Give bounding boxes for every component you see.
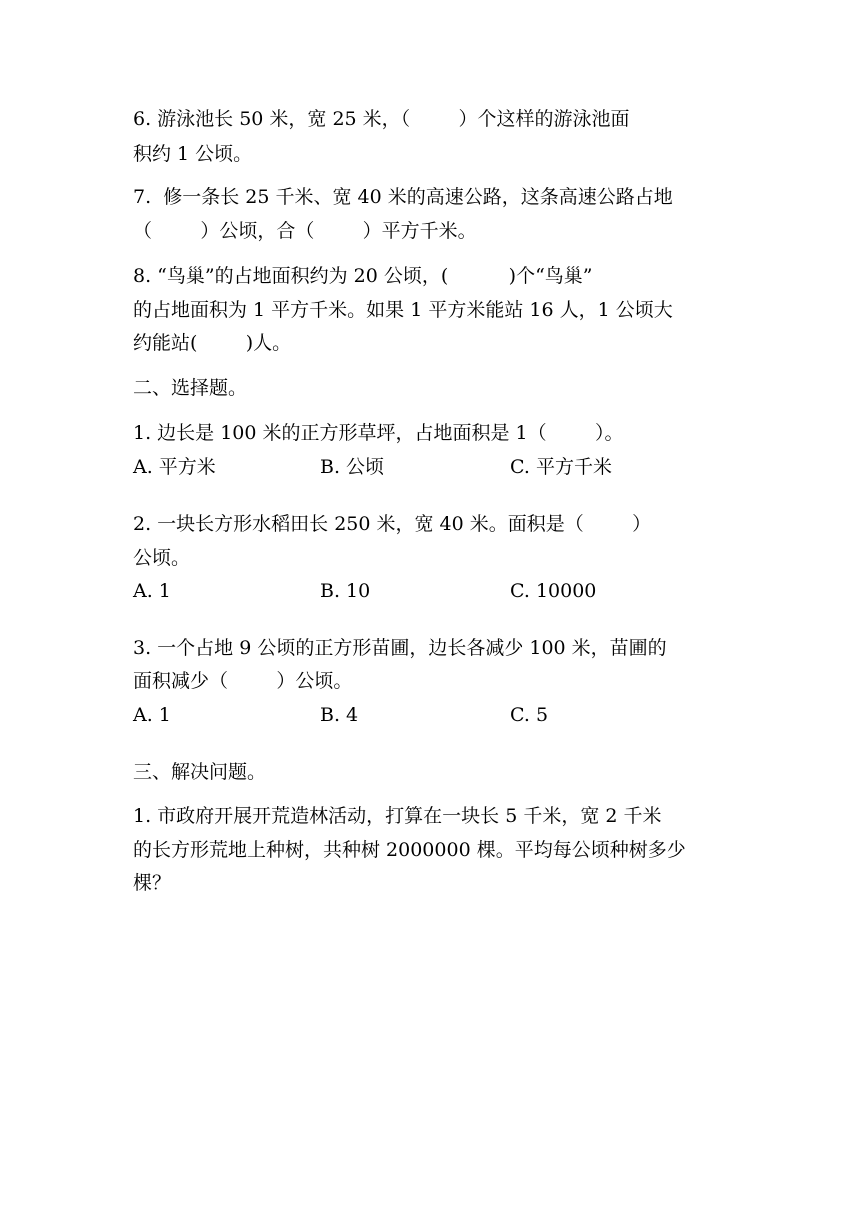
choice-q2-option-b: B. 10: [320, 580, 371, 602]
choice-q3-stem-line1: 3. 一个占地 9 公顷的正方形苗圃，边长各减少 100 米，苗圃的: [133, 637, 667, 659]
choice-q2-option-a: A. 1: [133, 580, 171, 602]
q8-line3: 约能站( )人。: [133, 332, 292, 354]
choice-q3-option-c: C. 5: [510, 704, 549, 726]
choice-q3-stem-line2: 面积减少（ ）公顷。: [133, 670, 353, 692]
solve-section-heading: 三、解决问题。: [133, 761, 267, 783]
q8-line1: 8. “鸟巢”的占地面积约为 20 公顷，( )个“鸟巢”: [133, 265, 593, 287]
q8-line2: 的占地面积为 1 平方千米。如果 1 平方米能站 16 人，1 公顷大: [133, 299, 673, 321]
choice-q3-option-b: B. 4: [320, 704, 359, 726]
choice-q2-stem-line1: 2. 一块长方形水稻田长 250 米，宽 40 米。面积是（ ）: [133, 513, 652, 535]
q7-line2: （ ）公顷，合（ ）平方千米。: [133, 220, 477, 242]
choice-q1-option-b: B. 公顷: [320, 456, 385, 478]
q7-line1: 7. 修一条长 25 千米、宽 40 米的高速公路，这条高速公路占地: [133, 186, 673, 208]
solve-q1-line3: 棵？: [133, 872, 172, 894]
choice-q1-stem: 1. 边长是 100 米的正方形草坪，占地面积是 1（ ）。: [133, 422, 624, 444]
choice-section-heading: 二、选择题。: [133, 377, 248, 399]
solve-q1-line2: 的长方形荒地上种树，共种树 2000000 棵。平均每公顷种树多少: [133, 839, 686, 861]
choice-q3-option-a: A. 1: [133, 704, 171, 726]
choice-q2-option-c: C. 10000: [510, 580, 597, 602]
q6-line1: 6. 游泳池长 50 米，宽 25 米，（ ）个这样的游泳池面: [133, 108, 630, 130]
choice-q1-option-a: A. 平方米: [133, 456, 216, 478]
choice-q2-stem-line2: 公顷。: [133, 547, 191, 569]
solve-q1-line1: 1. 市政府开展开荒造林活动，打算在一块长 5 千米，宽 2 千米: [133, 805, 662, 827]
choice-q1-option-c: C. 平方千米: [510, 456, 612, 478]
q6-line2: 积约 1 公顷。: [133, 143, 253, 165]
